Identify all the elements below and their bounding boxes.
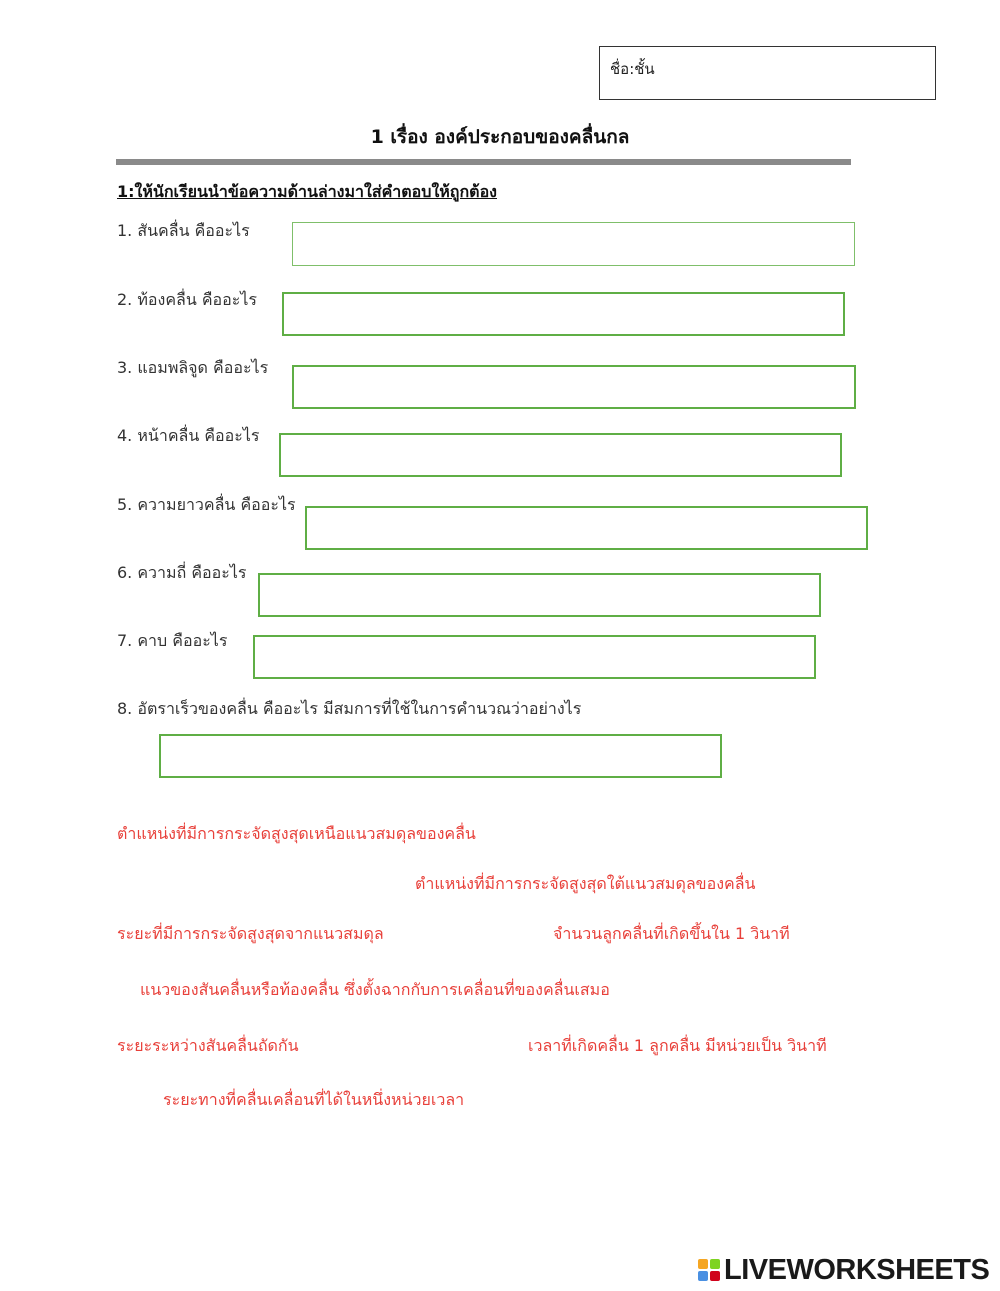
title-divider: [116, 159, 851, 165]
option-period-definition[interactable]: เวลาที่เกิดคลื่น 1 ลูกคลื่น มีหน่วยเป็น วินาที: [528, 1036, 827, 1055]
logo-block-blue: [698, 1271, 708, 1281]
logo-block-green: [710, 1259, 720, 1269]
answer-box-2[interactable]: [282, 292, 845, 336]
question-4-label: 4. หน้าคลื่น คืออะไร: [117, 426, 260, 445]
liveworksheets-logo: [698, 1253, 989, 1287]
option-wavefront-definition[interactable]: แนวของสันคลื่นหรือท้องคลื่น ซึ่งตั้งฉากกับการเคลื่อนที่ของคลื่นเสมอ: [140, 980, 610, 999]
answer-box-8[interactable]: [159, 734, 722, 778]
name-class-field[interactable]: [599, 46, 936, 100]
logo-block-red: [710, 1271, 720, 1281]
question-3-label: 3. แอมพลิจูด คืออะไร: [117, 358, 269, 377]
option-frequency-definition[interactable]: จำนวนลูกคลื่นที่เกิดขึ้นใน 1 วินาที: [553, 924, 790, 943]
answer-box-4[interactable]: [279, 433, 842, 477]
question-7-label: 7. คาบ คืออะไร: [117, 631, 228, 650]
answer-box-3[interactable]: [292, 365, 856, 409]
page-title: 1 เรื่อง องค์ประกอบของคลื่นกล: [370, 126, 630, 148]
option-crest-definition[interactable]: ตำแหน่งที่มีการกระจัดสูงสุดเหนือแนวสมดุลของคลื่น: [117, 824, 476, 843]
question-5-label: 5. ความยาวคลื่น คืออะไร: [117, 495, 296, 514]
logo-block-orange: [698, 1259, 708, 1269]
liveworksheets-wordmark: LIVEWORKSHEETS: [724, 1253, 990, 1286]
option-amplitude-definition[interactable]: ระยะที่มีการกระจัดสูงสุดจากแนวสมดุล: [117, 924, 384, 943]
option-wavelength-definition[interactable]: ระยะระหว่างสันคลื่นถัดกัน: [117, 1036, 299, 1055]
answer-box-1[interactable]: [292, 222, 855, 266]
name-class-label: ชื่อ:ชั้น: [610, 60, 655, 78]
liveworksheets-logo-icon: [698, 1259, 720, 1281]
question-1-label: 1. สันคลื่น คืออะไร: [117, 221, 250, 240]
answer-box-6[interactable]: [258, 573, 821, 617]
question-8-label: 8. อัตราเร็วของคลื่น คืออะไร มีสมการที่ใช้ในการคำนวณว่าอย่างไร: [117, 699, 582, 718]
question-2-label: 2. ท้องคลื่น คืออะไร: [117, 290, 258, 309]
answer-box-7[interactable]: [253, 635, 816, 679]
option-trough-definition[interactable]: ตำแหน่งที่มีการกระจัดสูงสุดใต้แนวสมดุลของคลื่น: [415, 874, 756, 893]
answer-box-5[interactable]: [305, 506, 868, 550]
option-speed-definition[interactable]: ระยะทางที่คลื่นเคลื่อนที่ได้ในหนึ่งหน่วยเวลา: [163, 1090, 465, 1109]
question-6-label: 6. ความถี่ คืออะไร: [117, 563, 247, 582]
instruction-text: 1:ให้นักเรียนนำข้อความด้านล่างมาใส่คำตอบให้ถูกต้อง: [117, 182, 497, 201]
